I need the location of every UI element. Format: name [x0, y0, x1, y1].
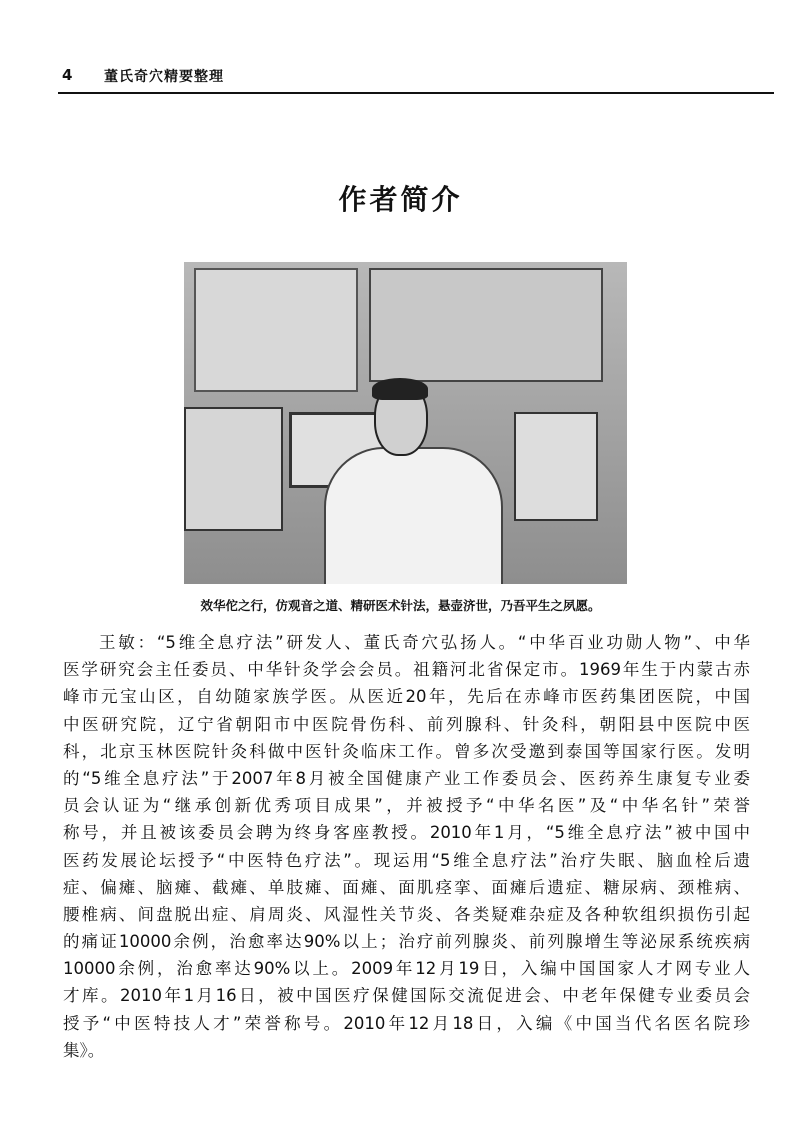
text-line: 科，北京玉林医院针灸科做中医针灸临床工作。曾多次受邀到泰国等国家行医。发明 — [63, 741, 750, 761]
photo-wall-board — [369, 268, 603, 382]
text-line: 医药发展论坛授予“中医特色疗法”。现运用“5维全息疗法”治疗失眠、脑血栓后遗 — [63, 850, 750, 870]
photo-person-hair — [372, 378, 428, 400]
text-line: 腰椎病、间盘脱出症、肩周炎、风湿性关节炎、各类疑难杂症及各种软组织损伤引起 — [63, 904, 750, 924]
text-line: 的痛证10000余例，治愈率达90%以上；治疗前列腺炎、前列腺增生等泌尿系统疾病 — [63, 932, 750, 952]
text-line: 集》。 — [63, 1040, 105, 1060]
running-header-title: 董氏奇穴精要整理 — [104, 69, 224, 85]
text-line: 员会认证为“继承创新优秀项目成果”，并被授予“中华名医”及“中华名针”荣誉 — [63, 796, 750, 816]
text-line: 峰市元宝山区，自幼随家族学医。从医近20年，先后在赤峰市医药集团医院，中国 — [63, 687, 750, 707]
text-line: 王敏：“5维全息疗法”研发人、董氏奇穴弘扬人。“中华百业功勋人物”、中华 — [99, 633, 750, 652]
photo-person-coat — [324, 447, 503, 584]
photo-wall-board — [194, 268, 358, 392]
header-rule — [58, 92, 774, 94]
text-line: 才库。2010年1月16日，被中国医疗保健国际交流促进会、中老年保健专业委员会 — [63, 986, 750, 1006]
author-photo — [184, 262, 627, 584]
photo-certificate — [514, 412, 598, 521]
text-line: 中医研究院，辽宁省朝阳市中医院骨伤科、前列腺科、针灸科，朝阳县中医院中医 — [63, 714, 750, 734]
page-number: 4 — [62, 66, 73, 84]
text-line: 症、偏瘫、脑瘫、截瘫、单肢瘫、面瘫、面肌痉挛、面瘫后遗症、糖尿病、颈椎病、 — [63, 877, 750, 897]
text-line: 授予“中医特技人才”荣誉称号。2010年12月18日，入编《中国当代名医名院珍 — [63, 1013, 750, 1033]
biography-paragraph — [63, 629, 750, 1064]
photo-caption: 效华佗之行，仿观音之道、精研医术针法，悬壶济世，乃吾平生之夙愿。 — [200, 598, 601, 613]
text-line: 的“5维全息疗法”于2007年8月被全国健康产业工作委员会、医药养生康复专业委 — [63, 768, 750, 788]
text-line: 称号，并且被该委员会聘为终身客座教授。2010年1月，“5维全息疗法”被中国中 — [63, 823, 750, 843]
section-title: 作者简介 — [338, 183, 463, 216]
photo-wall-chart — [184, 407, 283, 531]
text-line: 10000余例，治愈率达90%以上。2009年12月19日，入编中国国家人才网专业人 — [63, 959, 750, 979]
text-line: 医学研究会主任委员、中华针灸学会会员。祖籍河北省保定市。1969年生于内蒙古赤 — [63, 660, 750, 680]
